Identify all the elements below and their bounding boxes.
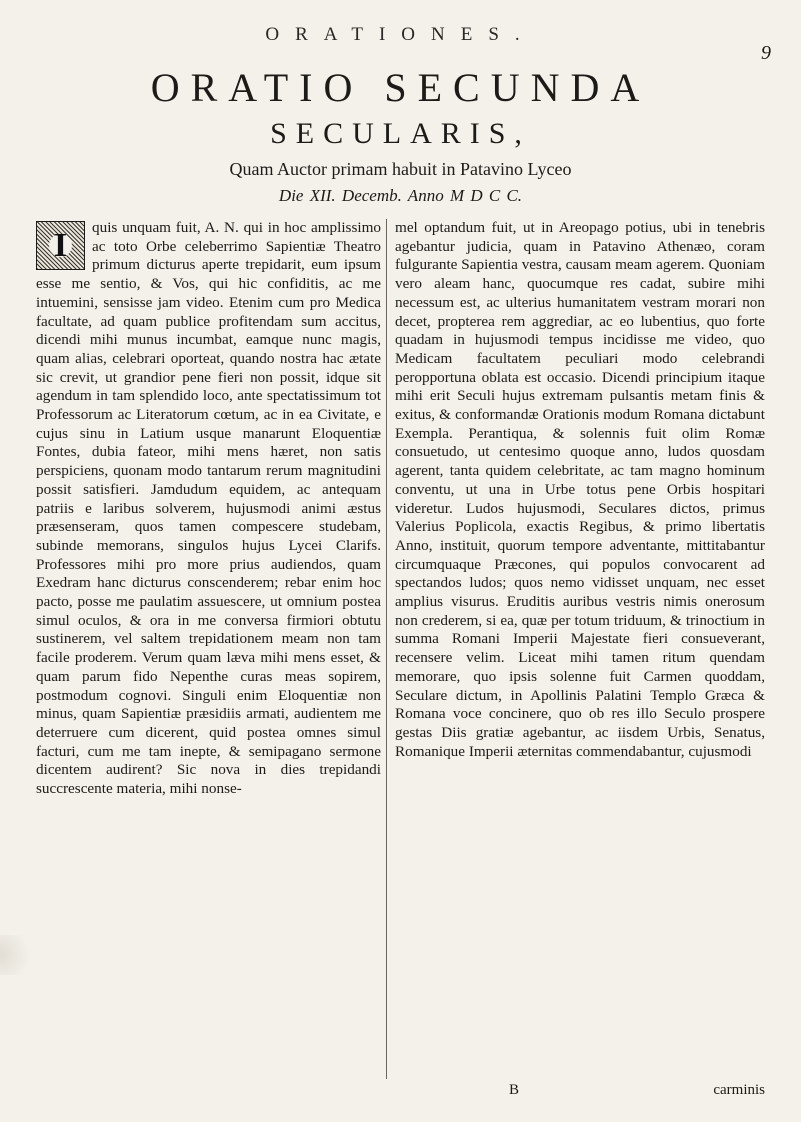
left-column: [36, 219, 381, 799]
left-column-text: quis unquam fuit, A. N. qui in hoc amplissimo ac toto Orbe celeberrimo Sapientiæ Theatro primum dicturus aperte trepidarit, eum ipsum esse me sentio, & Vos, qui hic confiditis, ac me intuemini, sensisse jam video. Etenim cum pro Medica facultate, ad quam publice profitendam sum accitus, dicendi mihi munus incumbat, eamque nunc magis, quam alias, celebrari oporteat, quando nostra hac ætate sic crevit, ut grandior pene fieri non possit, idque sit agendum in tam splendido loco, ante spectatissimum tot Professorum ac Literatorum cœtum, ac in ea Civitate, e cujus sinu in Latium usque manarunt Eloquentiæ Fontes, dubia fateor, mihi mens hæret, non satis perspiciens, quonam modo tantarum rerum magnitudini possit satisfieri. Jamdudum equidem, ac antequam patriis e laribus solverem, hujusmodi animi æstus præsenseram, quos tamen compescere studebam, subinde memorans, singulos hujus Lycei Clarifs. Professores mihi pro more prius audiendos, quam Exedram hanc dicturus conscenderem; rebar enim hoc pacto, posse me paulatim assuescere, ut omnium postea simul oculos, & ora in me conversa firmiori obtutu sustinerem, vel saltem trepidationem meam non tam facile proderem. Verum quam læva mihi mens esset, & quam parum fido Nepenthe curas meas sopirem, postmodum cognovi. Singuli enim Eloquentiæ non minus, quam Sapientiæ præsidiis armati, audientem me deterruere cum dicerent, quid postea omnes simul facturi, cum me tam inepte, & semipagano sermone dicentem audirent? Sic nova in dies trepidandi succrescente materia, mihi nonse-: [36, 219, 381, 798]
running-head: ORATIONES.: [265, 24, 536, 45]
dateline: Die XII. Decemb. Anno M D C C.: [278, 186, 523, 205]
dropcap-letter: I: [37, 222, 84, 269]
paper-stain: [0, 935, 38, 975]
signature-mark: B: [509, 1082, 520, 1098]
title-main: ORATIO SECUNDA: [150, 65, 651, 110]
subtitle: Quam Auctor primam habuit in Patavino Lyceo: [229, 159, 572, 179]
column-divider: [386, 219, 387, 1079]
right-column: [395, 219, 765, 761]
title-secondary: SECULARIS,: [270, 117, 531, 150]
ornamental-dropcap: [36, 221, 85, 270]
catchword: carminis: [713, 1082, 765, 1098]
page-number: 9: [761, 42, 771, 64]
right-column-text: mel optandum fuit, ut in Areopago potius, ubi in tenebris agebantur judicia, quam in Patavino Athenæo, coram fulgurante Sapientia vestra, causam meam agerem. Quoniam vero aleam hanc, quocumque res cadat, subire mihi necessum est, ac ulterius humanitatem vestram morari non decet, propterea rem aggrediar, ac eo lubentius, quo forte quadam in hujusmodi tempus incidisse me video, quo Medicam facultatem peculiari modo celebrandi peropportuna oblata est occasio. Dicendi principium itaque mihi erit Seculi hujus extremam pulsantis metam finis & exitus, & conformandæ Orationis modum Romana dictabunt Exempla. Perantiqua, & solennis fuit olim Romæ consuetudo, ut centesimo quoque anno, ludos quosdam agerent, tanta quidem celebritate, ac tam magno hominum conventu, ut una in Urbe totus pene Orbis hospitari videretur. Ludos hujusmodi, Seculares dictos, primus Valerius Poplicola, exactis Regibus, & primo libertatis Anno, instituit, quorum tempore adventante, mittitabantur circumquaque Præcones, qui populos convocarent ad spectandos ludos; quos nemo vidisset unquam, nec esset amplius visurus. Eruditis auribus vestris nimis onerosum non crederem, si ea, quæ per totum triduum, & trinoctium in summa Romani Imperii Majestate fieri consueverant, recensere velim. Liceat mihi tamen ritum quendam memorare, quo ipsis solenne fuit Carmen quoddam, Seculare dictum, in Apollinis Palatini Templo Græca & Romana voce concinere, quo ob res illo Seculo prospere gestas Diis gratiæ agebantur, ac iisdem Urbis, Senatus, Romanique Imperii æternitas commendabantur, cujusmodi: [395, 219, 765, 760]
